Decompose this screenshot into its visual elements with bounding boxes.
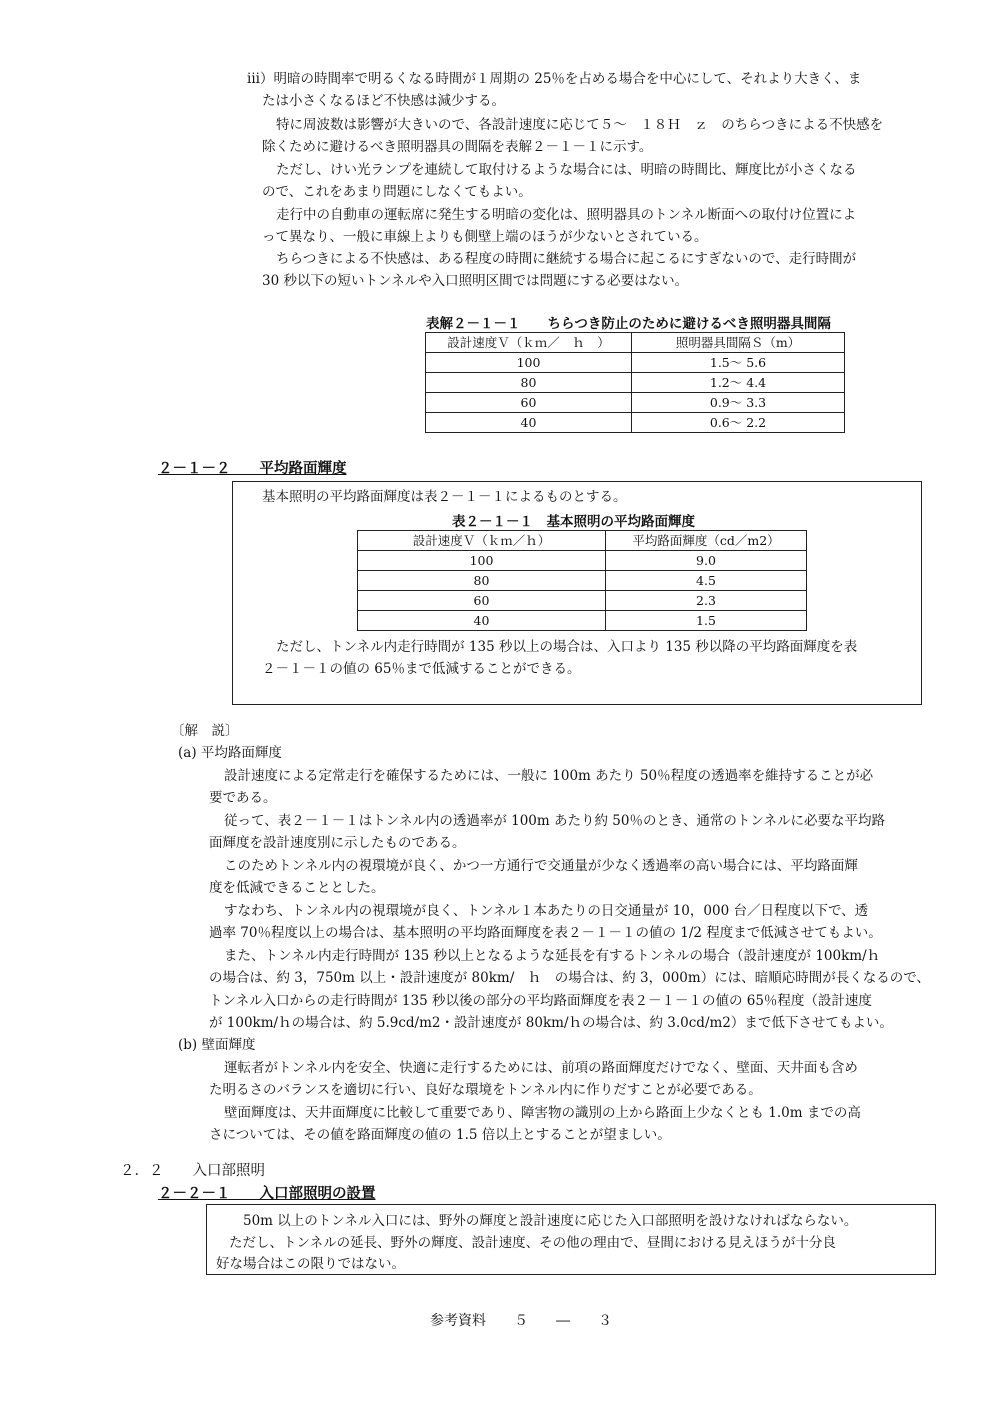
table-cell: 40 xyxy=(358,611,606,631)
section-heading: ２－１－２ 平均路面輝度 xyxy=(158,461,347,477)
table-cell: 80 xyxy=(426,373,632,393)
section-heading: ２．２ 入口部照明 xyxy=(120,1163,265,1179)
text-line: ２－１－１の値の 65％まで低減することができる。 xyxy=(262,661,581,677)
text-line: ちらつきによる不快感は、ある程度の時間に継続する場合に起こるにすぎないので、走行時間が xyxy=(276,251,857,267)
table-row xyxy=(426,393,845,413)
table-row xyxy=(358,551,807,571)
table-cell: 2.3 xyxy=(606,591,807,611)
subsection-heading: ２－２－１ 入口部照明の設置 xyxy=(158,1186,376,1202)
text-line: 好な場合はこの限りではない。 xyxy=(216,1256,405,1272)
text-line: また、トンネル内走行時間が 135 秒以上となるような延長を有するトンネルの場合（設計速度が 100km/ｈ xyxy=(224,948,881,964)
text-line: たは小さくなるほど不快感は減少する。 xyxy=(262,93,505,109)
table-caption: 表解２－１－１ ちらつき防止のために避けるべき照明器具間隔 xyxy=(426,316,831,332)
text-line: 壁面輝度は、天井面輝度に比較して重要であり、障害物の識別の上から路面上少なくとも 1.0m までの高 xyxy=(224,1105,861,1121)
table-cell: 9.0 xyxy=(606,551,807,571)
subsection-title: (b) 壁面輝度 xyxy=(178,1037,256,1053)
table-cell: 4.5 xyxy=(606,571,807,591)
table-row xyxy=(358,591,807,611)
table-cell: 1.5 xyxy=(606,611,807,631)
text-line: が 100km/ｈの場合は、約 5.9cd/m2・設計速度が 80km/ｈの場合は、約 3.0cd/m2）まで低下させてもよい。 xyxy=(209,1015,893,1031)
text-line: 従って、表２－１－１はトンネル内の透過率が 100m あたり約 50％のとき、通常のトンネルに必要な平均路 xyxy=(224,813,885,829)
text-line: ⅲ）明暗の時間率で明るくなる時間が１周期の 25％を占める場合を中心にして、それより大きく、ま xyxy=(247,71,862,87)
table-header-row xyxy=(426,333,845,353)
text-line: 運転者がトンネル内を安全、快適に走行するためには、前項の路面輝度だけでなく、壁面、天井面も含め xyxy=(224,1060,858,1076)
table-cell: 60 xyxy=(426,393,632,413)
table-header: 平均路面輝度（cd／m2） xyxy=(606,531,807,551)
text-line: 50m 以上のトンネル入口には、野外の輝度と設計速度に応じた入口部照明を設けなければならない。 xyxy=(243,1213,858,1229)
table-cell: 100 xyxy=(358,551,606,571)
text-line: 除くために避けるべき照明器具の間隔を表解２－１－１に示す。 xyxy=(262,139,653,155)
text-line: すなわち、トンネル内の視環境が良く、トンネル１本あたりの日交通量が 10，000 台／日程度以下で、透 xyxy=(224,903,869,919)
table-row xyxy=(358,611,807,631)
table-cell: 1.5～ 5.6 xyxy=(632,353,845,373)
table-cell: 0.6～ 2.2 xyxy=(632,413,845,433)
text-line: 特に周波数は影響が大きいので、各設計速度に応じて５～ １８Ｈ ｚ のちらつきによる不快感を xyxy=(276,117,884,133)
text-line: さについては、その値を路面輝度の値の 1.5 倍以上とすることが望ましい。 xyxy=(209,1127,671,1143)
table-header: 設計速度Ｖ（ｋｍ／ ｈ ） xyxy=(426,333,632,353)
text-line: このためトンネル内の視環境が良く、かつ一方通行で交通量が少なく透過率の高い場合には、平均路面輝 xyxy=(224,858,858,874)
table-caption: 表２－１－１ 基本照明の平均路面輝度 xyxy=(452,514,695,530)
text-line: 基本照明の平均路面輝度は表２－１－１によるものとする。 xyxy=(262,489,627,505)
table-row xyxy=(426,373,845,393)
road-luminance-table xyxy=(357,530,807,631)
table-header: 照明器具間隔Ｓ（m） xyxy=(632,333,845,353)
text-line: ただし、トンネル内走行時間が 135 秒以上の場合は、入口より 135 秒以降の平均路面輝度を表 xyxy=(276,639,858,655)
text-line: 要である。 xyxy=(209,790,277,806)
text-line: 過率 70％程度以上の場合は、基本照明の平均路面輝度を表２－１－１の値の 1/2 程度まで低減させてもよい。 xyxy=(209,925,882,941)
table-row xyxy=(426,413,845,433)
text-line: 面輝度を設計速度別に示したものである。 xyxy=(209,835,466,851)
text-line: って異なり、一般に車線上よりも側壁上端のほうが少ないとされている。 xyxy=(262,229,708,245)
subsection-title: (a) 平均路面輝度 xyxy=(178,745,282,761)
text-line: 走行中の自動車の運転席に発生する明暗の変化は、照明器具のトンネル断面への取付け位置によ xyxy=(276,207,857,223)
table-cell: 100 xyxy=(426,353,632,373)
text-line: 30 秒以下の短いトンネルや入口照明区間では問題にする必要はない。 xyxy=(262,273,689,289)
text-line: の場合は、約 3，750m 以上・設計速度が 80km/ ｈ の場合は、約 3，000m）には、暗順応時間が長くなるので、 xyxy=(209,970,930,986)
text-line: た明るさのバランスを適切に行い、良好な環境をトンネル内に作りだすことが必要である。 xyxy=(209,1082,762,1098)
table-row xyxy=(426,353,845,373)
table-cell: 80 xyxy=(358,571,606,591)
table-header: 設計速度Ｖ（ｋｍ／ｈ） xyxy=(358,531,606,551)
text-line: 設計速度による定常走行を確保するためには、一般に 100m あたり 50％程度の透過率を維持することが必 xyxy=(224,768,874,784)
table-cell: 40 xyxy=(426,413,632,433)
text-line: ただし、トンネルの延長、野外の輝度、設計速度、その他の理由で、昼間における見えほうが十分良 xyxy=(229,1235,836,1251)
page-number: 参考資料 ５ ― ３ xyxy=(430,1313,612,1329)
table-cell: 0.9～ 3.3 xyxy=(632,393,845,413)
table-header-row xyxy=(358,531,807,551)
table-row xyxy=(358,571,807,591)
text-line: ので、これをあまり問題にしなくてもよい。 xyxy=(262,184,532,200)
table-cell: 60 xyxy=(358,591,606,611)
text-line: 度を低減できることとした。 xyxy=(209,880,385,896)
table-cell: 1.2～ 4.4 xyxy=(632,373,845,393)
lighting-interval-table xyxy=(425,332,845,433)
text-line: ただし、けい光ランプを連続して取付けるような場合には、明暗の時間比、輝度比が小さくなる xyxy=(276,162,857,178)
text-line: トンネル入口からの走行時間が 135 秒以後の部分の平均路面輝度を表２－１－１の値の 65％程度（設計速度 xyxy=(209,993,872,1009)
kaisetsu-title: 〔解 説〕 xyxy=(171,723,239,739)
